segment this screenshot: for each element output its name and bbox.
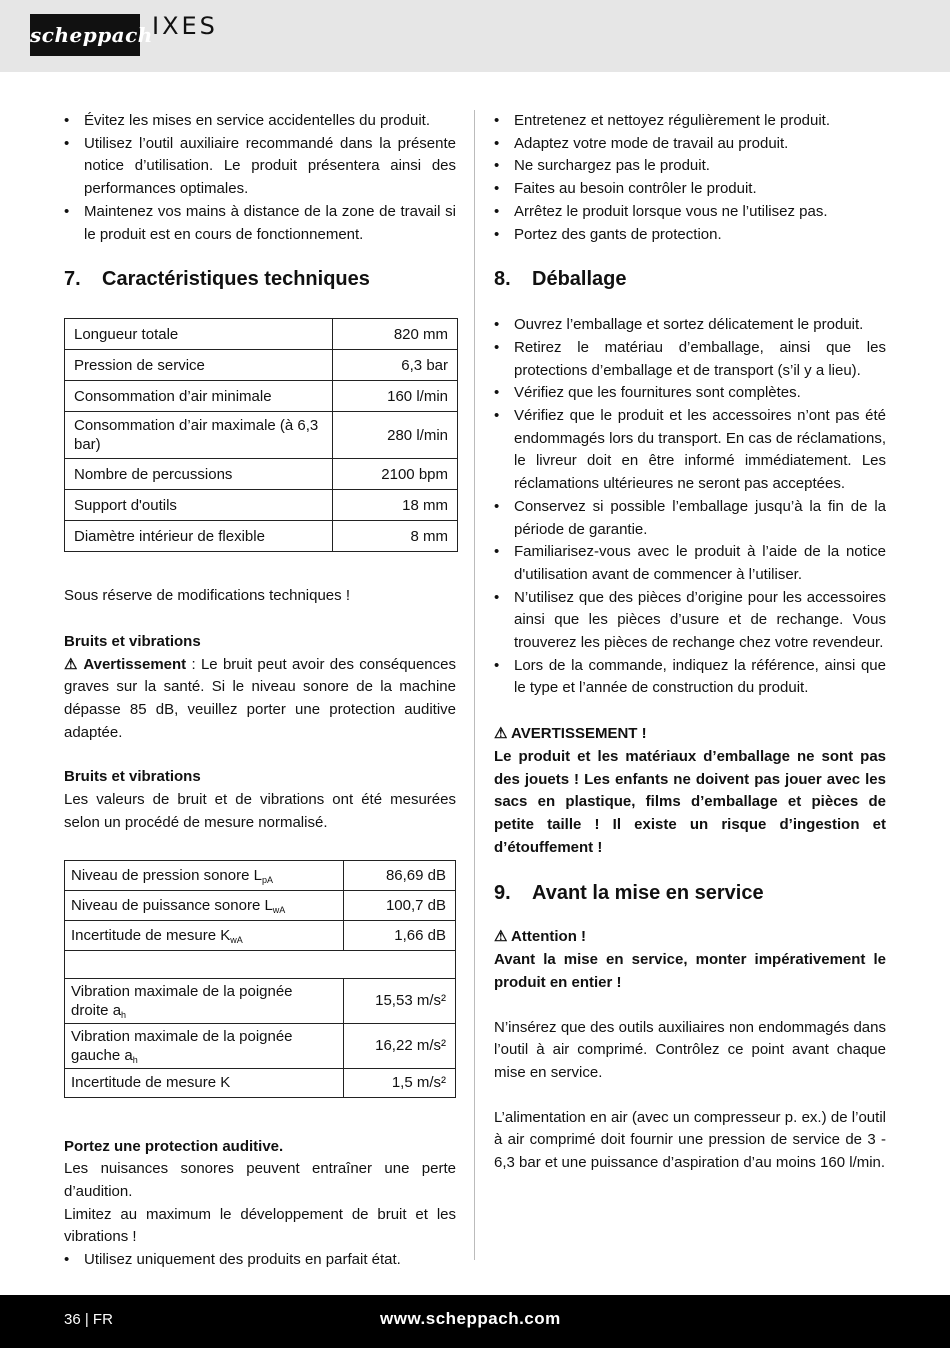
scheppach-logo: scheppach — [30, 14, 140, 56]
list-item: • Adaptez votre mode de travail au produit. — [494, 133, 886, 156]
list-item: • N’utilisez que des pièces d’origine pour les accessoires ainsi que les pièces d’usure et de rechange. Vous trouverez les pièces de rechange chez votre revendeur. — [494, 587, 886, 655]
vibration-value: 15,53 m/s² — [344, 978, 456, 1023]
list-item: • Évitez les mises en service accidentelles du produit. — [64, 110, 456, 133]
noise-heading: Bruits et vibrations — [64, 632, 201, 650]
protection-list — [64, 1249, 456, 1272]
list-item: • Retirez le matériau d’emballage, ainsi que les protections d’emballage et de transport (s’il y a lieu). — [494, 337, 886, 382]
warning-heading: ⚠ AVERTISSEMENT ! — [494, 725, 647, 743]
table-row — [65, 1068, 456, 1097]
list-item: • Vérifiez que les fournitures sont complètes. — [494, 382, 886, 405]
list-item: • Arrêtez le produit lorsque vous ne l’utilisez pas. — [494, 201, 886, 224]
spec-value: 18 mm — [333, 490, 458, 521]
noise-value: 86,69 dB — [344, 860, 456, 890]
spec-label: Nombre de percussions — [65, 459, 333, 490]
table-row — [65, 890, 456, 920]
spec-label: Longueur totale — [65, 319, 333, 350]
table-row — [65, 978, 456, 1023]
noise-value: 100,7 dB — [344, 890, 456, 920]
noise-warning — [64, 654, 456, 745]
table-row — [65, 490, 458, 521]
empty-cell — [65, 950, 456, 978]
noise-label: Incertitude de mesure $K_{wA}$ — [65, 920, 344, 950]
list-item: • Maintenez vos mains à distance de la zone de travail si le produit est en cours de fonctionnement. — [64, 201, 456, 246]
attention-heading: ⚠ Attention ! — [494, 928, 587, 946]
table-row — [65, 920, 456, 950]
left-column — [64, 110, 456, 1272]
unpacking-list — [494, 314, 886, 700]
attention-text: Avant la mise en service, monter impérativement le produit en entier ! — [494, 951, 886, 991]
website-link[interactable]: www.scheppach.com — [380, 1309, 561, 1328]
list-item: • Ouvrez l’emballage et sortez délicatement le produit. — [494, 314, 886, 337]
column-divider — [474, 110, 475, 1260]
section-title: Caractéristiques techniques — [102, 268, 370, 291]
table-row-empty — [65, 950, 456, 978]
section-9-heading — [494, 880, 886, 906]
ixes-logo: IXES — [152, 12, 218, 40]
spec-label: Diamètre intérieur de flexible — [65, 521, 333, 552]
section-number: 8. — [494, 268, 511, 291]
table-row — [65, 521, 458, 552]
warning-text: Le produit et les matériaux d’emballage ne sont pas des jouets ! Les enfants ne doivent pas jouer avec les sacs en plastique, films d’emballage et pièces de petite taille ! Il existe un risque d’ingestion et d’étouffement ! — [494, 747, 886, 856]
section-title: Avant la mise en service — [532, 882, 764, 905]
section-title: Déballage — [532, 268, 627, 291]
safety-list-left — [64, 110, 456, 246]
list-item: • Utilisez l’outil auxiliaire recommandé dans la présente notice d’utilisation. Le produit présentera ainsi des performances optimales. — [64, 133, 456, 201]
section-number: 7. — [64, 268, 81, 291]
list-item: • Faites au besoin contrôler le produit. — [494, 178, 886, 201]
protection-text-1: Les nuisances sonores peuvent entraîner une perte d’audition. — [64, 1160, 456, 1200]
vibration-value: 16,22 m/s² — [344, 1023, 456, 1068]
list-item: • Lors de la commande, indiquez la référence, ainsi que le type et l’année de construction du produit. — [494, 655, 886, 700]
table-row — [65, 1023, 456, 1068]
noise-label: Niveau de pression sonore $L_{pA}$ — [65, 860, 344, 890]
noise-heading-2: Bruits et vibrations — [64, 768, 201, 786]
paragraph: N’insérez que des outils auxiliaires non endommagés dans l’outil à air comprimé. Contrôlez ce point avant chaque mise en service. — [494, 1018, 886, 1081]
page-header — [0, 0, 950, 72]
list-item: • Utilisez uniquement des produits en parfait état. — [64, 1249, 456, 1272]
protection-heading: Portez une protection auditive. — [64, 1137, 284, 1155]
spec-value: 2100 bpm — [333, 459, 458, 490]
spec-label: Support d'outils — [65, 490, 333, 521]
spec-value: 280 l/min — [333, 412, 458, 459]
section-number: 9. — [494, 882, 511, 905]
list-item: • Vérifiez que le produit et les accessoires n’ont pas été endommagés lors du transport. En cas de réclamations, le livreur doit en être informé immédiatement. Les réclamations ultérieures ne seront pas acceptées. — [494, 405, 886, 496]
table-row — [65, 459, 458, 490]
vibration-label: Vibration maximale de la poignée droite $a_h$ — [65, 978, 344, 1023]
vibration-value: 1,5 m/s² — [344, 1068, 456, 1097]
section-7-heading — [64, 266, 456, 292]
table-row — [65, 381, 458, 412]
reserve-note: Sous réserve de modifications techniques ! — [64, 587, 350, 605]
warning-text: : Le bruit peut avoir des conséquences graves sur la santé. Si le niveau sonore de la machine dépasse 85 dB, veuillez porter une protection auditive adaptée. — [64, 655, 456, 741]
spec-value: 160 l/min — [333, 381, 458, 412]
page-number: 36 | FR — [64, 1311, 113, 1328]
noise-label: Niveau de puissance sonore $L_{wA}$ — [65, 890, 344, 920]
list-item: • Portez des gants de protection. — [494, 224, 886, 247]
spec-value: 6,3 bar — [333, 350, 458, 381]
spec-value: 820 mm — [333, 319, 458, 350]
noise-description: Les valeurs de bruit et de vibrations ont été mesurées selon un procédé de mesure normalisé. — [64, 791, 456, 831]
spec-value: 8 mm — [333, 521, 458, 552]
noise-table — [64, 860, 456, 1098]
spec-label: Consommation d’air maximale (à 6,3 bar) — [65, 412, 333, 459]
list-item: • Familiarisez-vous avec le produit à l’aide de la notice d'utilisation avant de commencer à l’utiliser. — [494, 541, 886, 586]
table-row — [65, 350, 458, 381]
specs-table — [64, 318, 458, 552]
table-row — [65, 860, 456, 890]
protection-text-2: Limitez au maximum le développement de bruit et les vibrations ! — [64, 1205, 456, 1246]
noise-value: 1,66 dB — [344, 920, 456, 950]
paragraph: L’alimentation en air (avec un compresseur p. ex.) de l’outil à air comprimé doit fournir une pression de service de 3 - 6,3 bar et une puissance d’aspiration d’au moins 160 l/min. — [494, 1108, 886, 1172]
right-column — [494, 110, 886, 1175]
list-item: • Ne surchargez pas le produit. — [494, 155, 886, 178]
page-footer — [0, 1295, 950, 1348]
warning-label: ⚠ Avertissement — [64, 655, 187, 673]
table-row — [65, 412, 458, 459]
spec-label: Pression de service — [65, 350, 333, 381]
vibration-label: Vibration maximale de la poignée gauche $a_h$ — [65, 1023, 344, 1068]
section-8-heading — [494, 266, 886, 292]
safety-list-right — [494, 110, 886, 246]
list-item: • Conservez si possible l’emballage jusqu’à la fin de la période de garantie. — [494, 496, 886, 541]
list-item: • Entretenez et nettoyez régulièrement le produit. — [494, 110, 886, 133]
table-row — [65, 319, 458, 350]
vibration-label: Incertitude de mesure K — [65, 1068, 344, 1097]
spec-label: Consommation d’air minimale — [65, 381, 333, 412]
